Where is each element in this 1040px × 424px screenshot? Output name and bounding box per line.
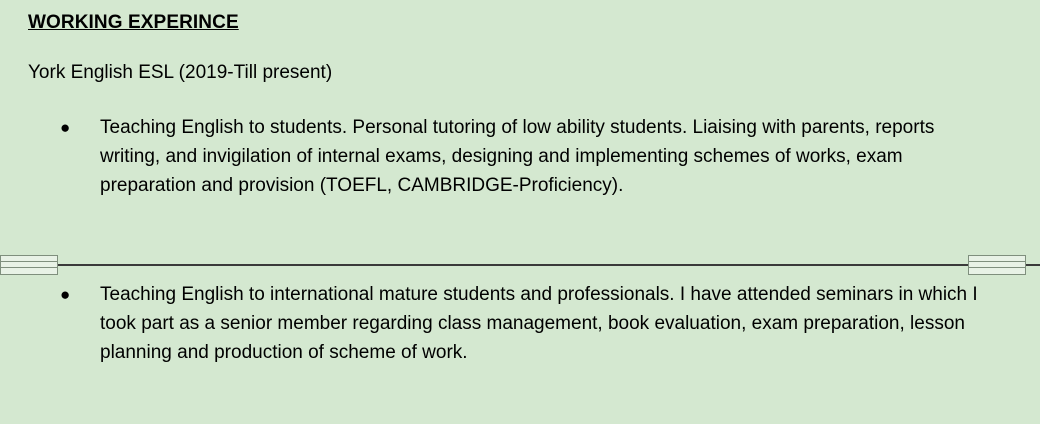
handle-line bbox=[969, 267, 1025, 268]
page-break-separator bbox=[0, 264, 1040, 266]
page-break-handle-right[interactable] bbox=[968, 255, 1026, 275]
handle-line bbox=[969, 261, 1025, 262]
list-item bbox=[60, 113, 990, 200]
list-item-text: Teaching English to international mature students and professionals. I have attended seminars in which I took part as a senior member regarding class management, book evaluation, exam preparation, lesson planning and production of scheme of work. bbox=[100, 284, 978, 363]
bullet-point-icon: ● bbox=[60, 285, 71, 304]
page-break-handle-left[interactable] bbox=[0, 255, 58, 275]
list-item bbox=[60, 280, 990, 367]
page-title: WORKING EXPERINCE bbox=[28, 12, 239, 33]
handle-line bbox=[1, 261, 57, 262]
employer-line: York English ESL (2019-Till present) bbox=[28, 62, 333, 83]
handle-line bbox=[1, 267, 57, 268]
bullet-point-icon: ● bbox=[60, 118, 71, 137]
list-item-text: Teaching English to students. Personal tutoring of low ability students. Liaising with parents, reports writing, and invigilation of internal exams, designing and implementing schemes of works, exam preparation and provision (TOEFL, CAMBRIDGE-Proficiency). bbox=[100, 117, 935, 196]
